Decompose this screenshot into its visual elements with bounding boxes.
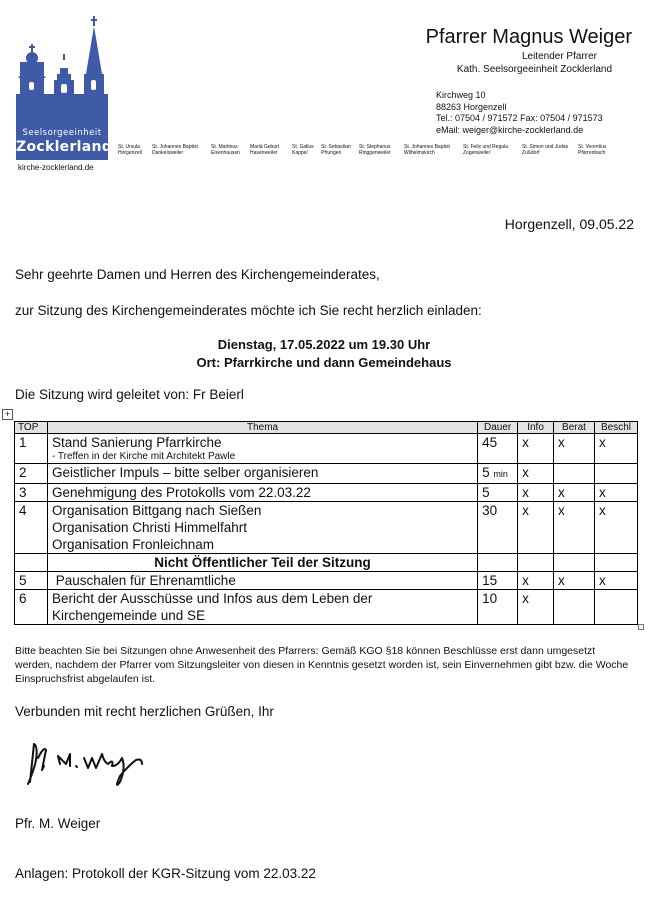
col-header-info: Info bbox=[518, 422, 554, 434]
signature-image bbox=[24, 736, 154, 792]
cell-info: x bbox=[518, 464, 554, 484]
cell-top: 3 bbox=[15, 484, 48, 502]
agenda-topic: Stand Sanierung Pfarrkirche bbox=[51, 435, 222, 450]
table-row bbox=[15, 502, 638, 554]
agenda-topic: Organisation Bittgang nach Sießen bbox=[51, 503, 262, 518]
cell-info: x bbox=[518, 502, 554, 554]
agenda-subtopic: - Treffen in der Kirche mit Architekt Pawle bbox=[51, 451, 236, 462]
col-header-top: TOP bbox=[15, 422, 48, 434]
cell-top: 6 bbox=[15, 590, 48, 625]
cell-thema: Genehmigung des Protokolls vom 22.03.22 bbox=[47, 484, 477, 502]
table-row bbox=[15, 484, 638, 502]
table-row bbox=[15, 572, 638, 590]
cell-dauer: 10 bbox=[478, 590, 518, 625]
cell-info: x bbox=[518, 434, 554, 464]
cell-berat: x bbox=[554, 572, 595, 590]
meeting-chair: Die Sitzung wird geleitet von: Fr Beierl bbox=[15, 387, 244, 402]
parish-item: Mariä Geburt Hasenweiler bbox=[250, 144, 280, 156]
col-header-berat: Berat bbox=[554, 422, 595, 434]
agenda-table bbox=[14, 421, 638, 625]
closing-text: Verbunden mit recht herzlichen Grüßen, Ihr bbox=[15, 704, 274, 719]
table-row bbox=[15, 464, 638, 484]
parish-item: St. Felix und Regula Zogenweiler bbox=[463, 144, 509, 156]
cell-info: x bbox=[518, 590, 554, 625]
col-header-beschl: Beschl bbox=[594, 422, 637, 434]
cell-berat: x bbox=[554, 502, 595, 554]
cell-beschl: x bbox=[594, 572, 637, 590]
logo-line2: Zocklerland bbox=[16, 139, 113, 155]
attachments: Anlagen: Protokoll der KGR-Sitzung vom 22.03.22 bbox=[15, 866, 316, 881]
address-street: Kirchweg 10 bbox=[436, 90, 486, 100]
parish-item: St. Johannes Baptist Dankelsweiler bbox=[152, 144, 198, 156]
cell-beschl: x bbox=[594, 434, 637, 464]
pastor-role: Leitender Pfarrer bbox=[521, 51, 597, 62]
parish-item: St. Gallus Kappel bbox=[292, 144, 314, 156]
table-move-handle[interactable]: + bbox=[2, 409, 13, 420]
cell-info: x bbox=[518, 572, 554, 590]
parish-item: St. Johannes Baptist Wilhelmskirch bbox=[404, 144, 450, 156]
cell-dauer: 30 bbox=[478, 502, 518, 554]
cell-thema bbox=[47, 502, 477, 554]
cell-beschl bbox=[594, 590, 637, 625]
agenda-topic: Organisation Fronleichnam bbox=[51, 537, 215, 552]
parish-item: St. Martinus Eisenhausen bbox=[211, 144, 240, 156]
cell-thema: Pauschalen für Ehrenamtliche bbox=[47, 572, 477, 590]
col-header-dauer: Dauer bbox=[478, 422, 518, 434]
logo-line1: Seelsorgeeinheit bbox=[22, 128, 102, 138]
cell-thema bbox=[47, 590, 477, 625]
address-city: 88263 Horgenzell bbox=[436, 101, 507, 112]
cell-top: 4 bbox=[15, 502, 48, 554]
cell-dauer: 15 bbox=[478, 572, 518, 590]
cell-berat: x bbox=[554, 434, 595, 464]
signer-name: Pfr. M. Weiger bbox=[15, 816, 101, 831]
cell-dauer: 5 bbox=[478, 484, 518, 502]
col-header-thema: Thema bbox=[47, 422, 477, 434]
cell-berat bbox=[554, 590, 595, 625]
logo-wordmark bbox=[16, 124, 113, 160]
agenda-topic: Bericht der Ausschüsse und Infos aus dem Leben der bbox=[51, 591, 373, 606]
pastor-name: Pfarrer Magnus Weiger bbox=[425, 26, 632, 48]
table-header-row bbox=[15, 422, 638, 434]
cell-beschl bbox=[594, 464, 637, 484]
agenda-topic: Kirchengemeinde und SE bbox=[51, 608, 206, 623]
meeting-date: Dienstag, 17.05.2022 um 19.30 Uhr bbox=[217, 337, 431, 352]
salutation: Sehr geehrte Damen und Herren des Kirchengemeinderates, bbox=[15, 267, 380, 282]
table-resize-handle[interactable] bbox=[638, 624, 644, 630]
address-email: eMail: weiger@kirche-zocklerland.de bbox=[436, 124, 584, 135]
duration-value: 5 bbox=[482, 465, 490, 480]
cell-thema: Geistlicher Impuls – bitte selber organisieren bbox=[47, 464, 477, 484]
parish-list bbox=[118, 144, 618, 156]
letter-date: Horgenzell, 09.05.22 bbox=[504, 216, 634, 232]
cell-info: x bbox=[518, 484, 554, 502]
parish-item: St. Simon und Judas Zußdorf bbox=[522, 144, 569, 156]
cell-dauer: 45 bbox=[478, 434, 518, 464]
parish-item: St. Sebastian Pfrungen bbox=[321, 144, 351, 156]
table-row bbox=[15, 434, 638, 464]
cell-thema bbox=[47, 434, 477, 464]
cell-beschl: x bbox=[594, 502, 637, 554]
church-logo-icon bbox=[14, 16, 110, 126]
parish-item: St. Verentius Pfärrenbach bbox=[578, 144, 607, 156]
cell-top: 2 bbox=[15, 464, 48, 484]
cell-beschl: x bbox=[594, 484, 637, 502]
cell-beschl bbox=[594, 554, 637, 572]
cell-berat: x bbox=[554, 484, 595, 502]
cell-info bbox=[518, 554, 554, 572]
agenda-topic: Organisation Christi Himmelfahrt bbox=[51, 520, 248, 535]
cell-dauer bbox=[478, 464, 518, 484]
contact-address bbox=[436, 90, 603, 136]
parish-item: St. Ursula Horgenzell bbox=[118, 144, 142, 156]
section-row bbox=[15, 554, 638, 572]
cell-berat bbox=[554, 554, 595, 572]
parish-item: St. Stephanus Ringgenweiler bbox=[359, 144, 391, 156]
legal-note: Bitte beachten Sie bei Sitzungen ohne Anwesenheit des Pfarrers: Gemäß KGO §18 können Beschlüsse erst dann umgesetzt werden, nachdem der Pfarrer vom Sitzungsleiter von diesen in Kenntnis gesetzt worden ist, sein Einvernehmen gibt bzw. die Woche Einspruchsfrist abgelaufen ist. bbox=[15, 645, 629, 685]
logo-url: kirche-zocklerland.de bbox=[18, 163, 94, 172]
cell-top: 5 bbox=[15, 572, 48, 590]
duration-unit: min bbox=[493, 469, 508, 479]
table-row bbox=[15, 590, 638, 625]
meeting-place: Ort: Pfarrkirche und dann Gemeindehaus bbox=[196, 355, 452, 370]
invitation-text: zur Sitzung des Kirchengemeinderates möchte ich Sie recht herzlich einladen: bbox=[15, 303, 482, 318]
cell-dauer bbox=[478, 554, 518, 572]
cell-top: 1 bbox=[15, 434, 48, 464]
cell-berat bbox=[554, 464, 595, 484]
cell-top bbox=[15, 554, 48, 572]
address-phone: Tel.: 07504 / 971572 Fax: 07504 / 971573 bbox=[436, 113, 603, 123]
pastoral-unit: Kath. Seelsorgeeinheit Zocklerland bbox=[456, 64, 612, 75]
section-title: Nicht Öffentlicher Teil der Sitzung bbox=[47, 554, 477, 572]
